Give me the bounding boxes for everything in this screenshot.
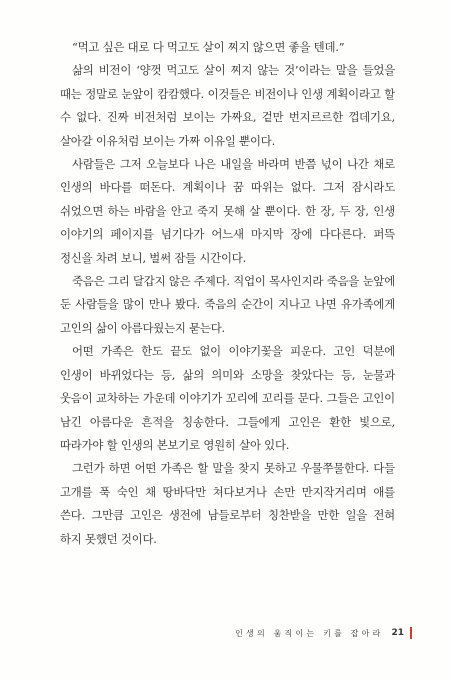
page-footer bbox=[235, 627, 412, 639]
body-text bbox=[60, 36, 395, 551]
paragraph: 삶의 비전이 ‘양껏 먹고도 살이 찌지 않는 것’이라는 말을 들었을 때는 정말로 눈앞이 캄캄했다. 이것들은 비전이나 인생 계획이라고 할 수 없다. 진짜 비전처럼 보이는 가짜요, 겉만 번지르르한 껍데기요, 살아갈 이유처럼 보이는 가짜 이유일 뿐이다. bbox=[60, 63, 395, 148]
paragraph: 사람들은 그저 오늘보다 나은 내일을 바라며 반쯤 넋이 나간 채로 인생의 바다를 떠돈다. 계획이나 꿈 따위는 없다. 그저 잠시라도 쉬었으면 하는 바람을 안고 죽지 못해 살 뿐이다. 한 장, 두 장, 인생 이야기의 페이지를 넘기다가 어느새 마지막 장에 다다른다. 퍼뜩 정신을 차려 보니, 벌써 잠들 시간이다. bbox=[60, 157, 395, 265]
running-title: 인생의 움직이는 키를 잡아라 bbox=[235, 628, 384, 638]
paragraph: “먹고 싶은 대로 다 먹고도 살이 찌지 않으면 좋을 텐데.” bbox=[72, 40, 345, 54]
paragraph: 그런가 하면 어떤 가족은 할 말을 찾지 못하고 우물쭈물한다. 다들 고개를 푹 숙인 채 땅바닥만 쳐다보거나 손만 만지작거리며 애를 쓴다. 그만큼 고인은 생전에 남들로부터 칭찬받을 만한 일을 전혀 하지 못했던 것이다. bbox=[60, 461, 395, 546]
paragraph: 죽음은 그리 달갑지 않은 주제다. 직업이 목사인지라 죽음을 눈앞에 둔 사람들을 많이 만나 봤다. 죽음의 순간이 지나고 나면 유가족에게 고인의 삶이 아름다웠는지 묻는다. bbox=[60, 274, 395, 335]
accent-bar bbox=[410, 627, 412, 639]
page-number: 21 bbox=[391, 628, 404, 638]
paragraph: 어떤 가족은 한도 끝도 없이 이야기꽃을 피운다. 고인 덕분에 인생이 바뀌었다는 등, 삶의 의미와 소망을 찾았다는 등, 눈물과 웃음이 교차하는 가운데 이야기가 꼬리에 꼬리를 문다. 그들은 고인이 남긴 아름다운 흔적을 칭송한다. 그들에게 고인은 환한 빛으로, 따라가야 할 인생의 본보기로 영원히 살아 있다. bbox=[60, 344, 395, 452]
